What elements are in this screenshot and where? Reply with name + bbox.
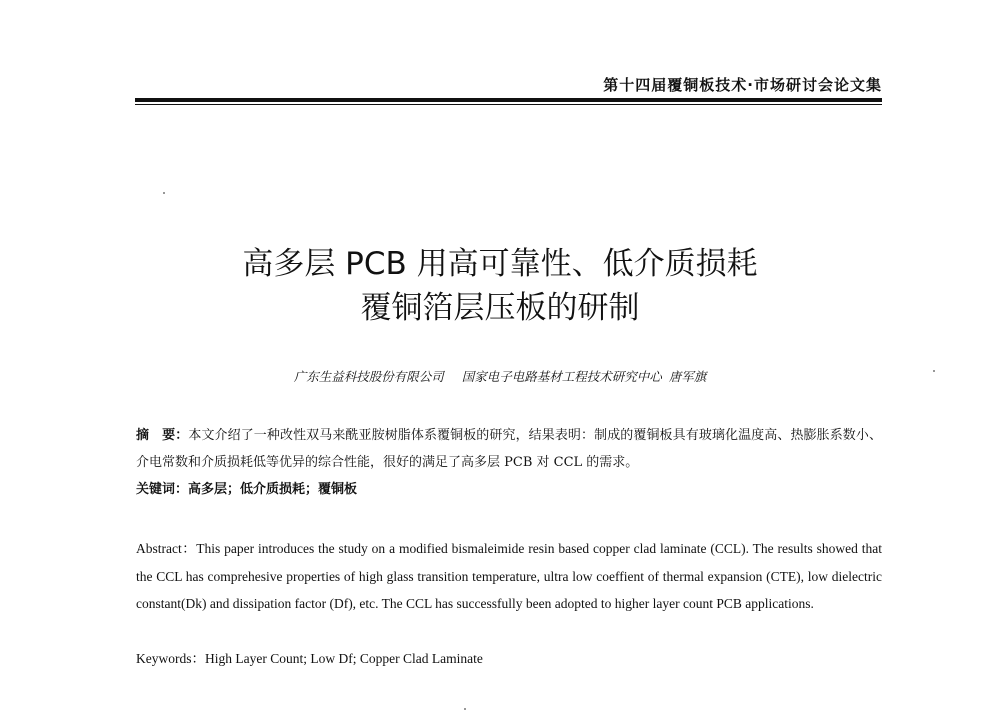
- affiliation-2: 国家电子电路基材工程技术研究中心: [461, 369, 662, 384]
- abstract-cn-text: 本文介绍了一种改性双马来酰亚胺树脂体系覆铜板的研究，结果表明：制成的覆铜板具有玻璃化温度高、热膨胀系数小、介电常数和介质损耗低等优异的综合性能，很好的满足了高多层 PCB 对 CCL 的需求。: [136, 428, 882, 470]
- abstract-chinese: [136, 422, 882, 476]
- keywords-cn-text: 高多层；低介质损耗；覆铜板: [188, 482, 358, 497]
- affiliation-1: 广东生益科技股份有限公司: [293, 369, 444, 384]
- title-line-2: 覆铜箔层压板的研制: [360, 290, 640, 326]
- keywords-en-label: Keywords：: [136, 651, 205, 666]
- abstract-en-text: This paper introduces the study on a modified bismaleimide resin based copper clad laminate (CCL). The results showed that the CCL has comprehesive properties of high glass transition temperature, ultra low coeffient of thermal expansion (CTE), low dielectric constant(Dk) and dissipation factor (Df), etc. The CCL has successfully been adopted to higher layer count PCB applications.: [136, 541, 882, 611]
- header-rule-thick: [135, 98, 882, 102]
- header-rule-thin: [135, 104, 882, 105]
- abstract-en-label: Abstract：: [136, 541, 197, 556]
- abstract-english: [136, 535, 882, 618]
- keywords-cn-label: 关键词：: [136, 482, 189, 497]
- abstract-cn-label: 摘 要：: [136, 428, 189, 443]
- keywords-en-text: High Layer Count; Low Df; Copper Clad Laminate: [205, 651, 483, 666]
- paper-title: [0, 242, 1000, 330]
- keywords-chinese: [136, 478, 882, 497]
- title-line-1: 高多层 PCB 用高可靠性、低介质损耗: [242, 246, 758, 282]
- author-affiliations: [0, 367, 1000, 385]
- author-name: 唐军旗: [668, 369, 707, 384]
- scan-speck: [464, 708, 466, 710]
- keywords-english: [136, 647, 882, 667]
- scan-speck: [163, 192, 165, 194]
- running-header: 第十四届覆铜板技术·市场研讨会论文集: [603, 76, 882, 94]
